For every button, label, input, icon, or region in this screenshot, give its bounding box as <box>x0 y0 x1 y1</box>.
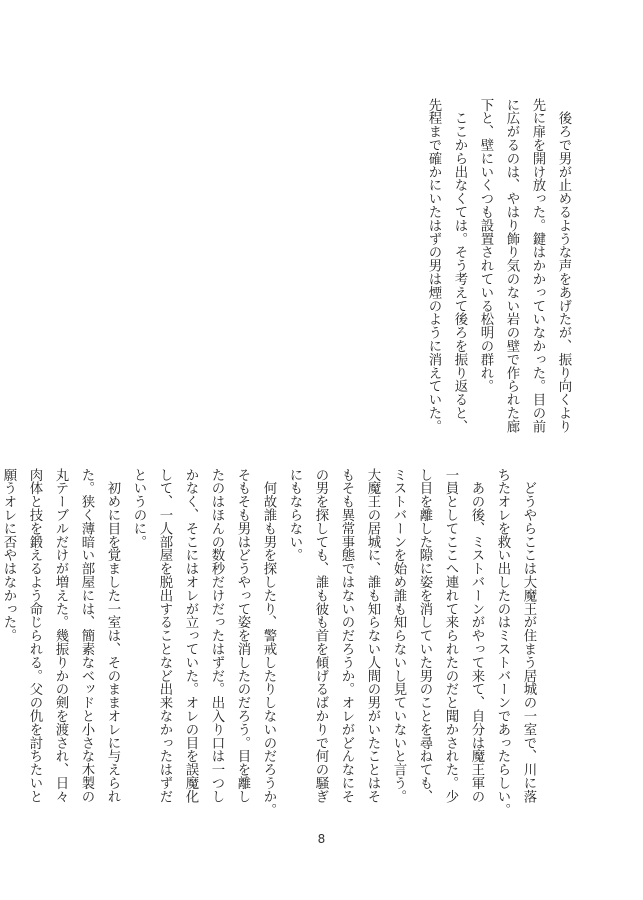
text-line: ミストバーンを始め誰も知らないし見ていないと言う。 <box>391 468 406 803</box>
text-line: に広がるのは、やはり飾り気のない岩の壁で作られた廊 <box>504 98 519 433</box>
text-line: かなく、そこにはオレが立っていた。オレの目を誤魔化 <box>183 468 198 803</box>
text-line: 先程まで確かにいたはずの男は煙のように消えていた。 <box>426 98 441 433</box>
text-line: 先に扉を開け放った。鍵はかかっていなかった。目の前 <box>530 98 545 433</box>
text-line: の男を探しても、誰も彼も首を傾げるばかりで何の騒ぎ <box>313 468 328 803</box>
text-line: 願うオレに否やはなかった。 <box>1 468 16 643</box>
text-line: 何故誰も男を探したり、警戒したりしないのだろうか。 <box>261 468 276 817</box>
upper-text-block <box>420 98 576 433</box>
text-line: どうやらここは大魔王が住まう居城の一室で、川に落 <box>521 468 536 803</box>
text-line: 後ろで男が止めるような声をあげたが、振り向くより <box>556 98 571 433</box>
text-line: もそも異常事態ではないのだろうか。オレがどんなにそ <box>339 468 354 803</box>
text-line: ちたオレを救い出したのはミストバーンであったらしい。 <box>495 468 510 817</box>
text-line: たのはほんの数秒だけだったはずだ。出入り口は一つし <box>209 468 224 803</box>
text-line: た。狭く薄暗い部屋には、簡素なベッドと小さな木製の <box>79 468 94 803</box>
text-line: にもならない。 <box>287 468 302 562</box>
text-line: 下と、壁にいくつも設置されている松明の群れ。 <box>478 98 493 393</box>
text-line: ここから出なくては。そう考えて後ろを振り返ると、 <box>452 98 467 433</box>
page-number: 8 <box>317 832 326 846</box>
text-line: し目を離した隙に姿を消していた男のことを尋ねても、 <box>417 468 432 803</box>
text-line: して、一人部屋を脱出することなど出来なかったはずだ <box>157 468 172 803</box>
text-line: 一員としてここへ連れて来られたのだと聞かされた。少 <box>443 468 458 803</box>
text-line: 初めに目を覚ました一室は、そのままオレに与えられ <box>105 468 120 803</box>
lower-text-block <box>0 468 541 817</box>
text-line: そもそも男はどうやって姿を消したのだろう。目を離し <box>235 468 250 803</box>
text-line: 肉体と技を鍛えるよう命じられる。父の仇を討ちたいと <box>27 468 42 803</box>
text-line: 大魔王の居城に、誰も知らない人間の男がいたことはそ <box>365 468 380 803</box>
text-line: あの後、ミストバーンがやって来て、自分は魔王軍の <box>469 468 484 803</box>
text-line: 丸テーブルだけが増えた。幾振りかの剣を渡され、日々 <box>53 468 68 803</box>
text-line: というのに。 <box>131 468 146 549</box>
